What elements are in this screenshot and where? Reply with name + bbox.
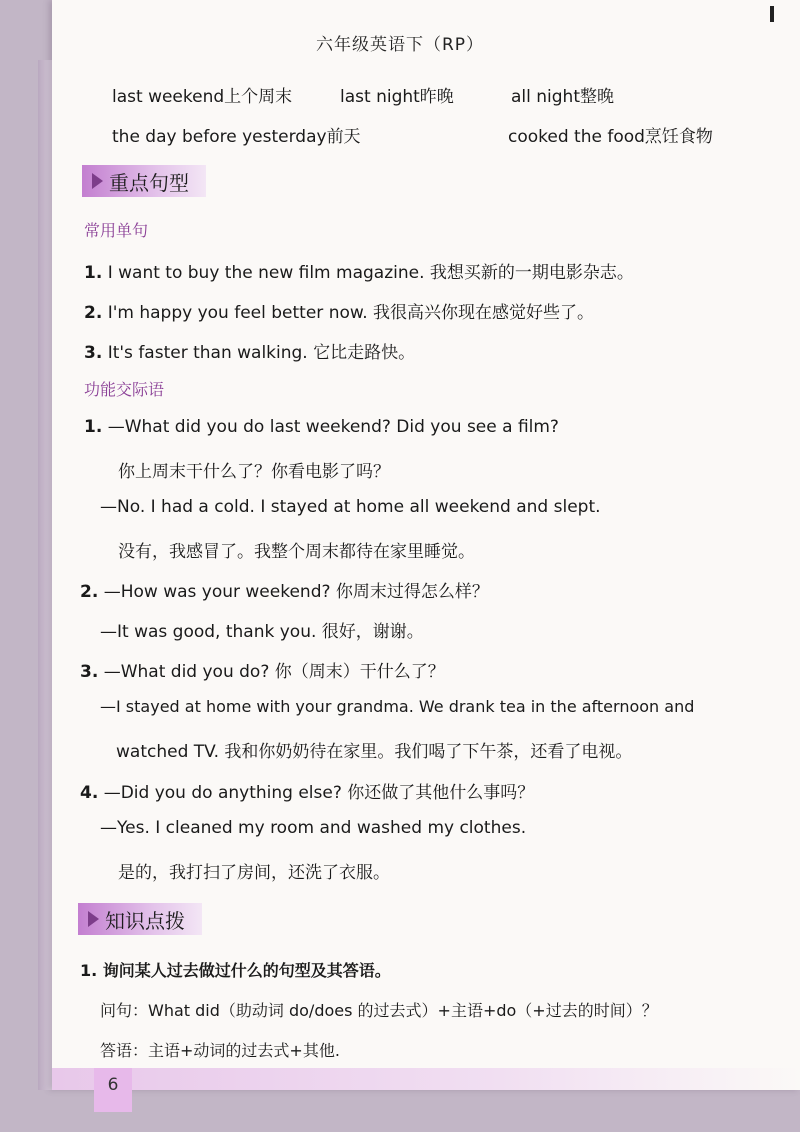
subheading-common-sentences: 常用单句 — [84, 221, 149, 240]
question-formula: 问句：What did（助动词 do/does 的过去式）+主语+do（+过去的时间）？ — [100, 1001, 658, 1020]
dialogue-line: —Yes. I cleaned my room and washed my clothes. — [100, 818, 527, 838]
dialogue-line: 1. —What did you do last weekend? Did you see a film? — [84, 417, 559, 437]
dialogue-line: 3. —What did you do? 你（周末）干什么了？ — [80, 662, 445, 682]
phrase-item — [340, 82, 454, 107]
sentence-line: 1. I want to buy the new film magazine. 我想买新的一期电影杂志。 — [84, 263, 634, 283]
page-number: 6 — [94, 1068, 132, 1112]
phrase-item — [511, 82, 614, 107]
phrase-en: all night — [511, 87, 580, 107]
phrase-zh: 烹饪食物 — [644, 127, 713, 147]
corner-mark — [770, 6, 774, 22]
phrase-item — [112, 122, 361, 147]
dialogue-translation: 是的，我打扫了房间，还洗了衣服。 — [118, 863, 390, 883]
triangle-bullet-icon — [92, 173, 103, 189]
page-header-title: 六年级英语下（RP） — [315, 35, 485, 55]
dialogue-line: —It was good, thank you. 很好，谢谢。 — [100, 622, 424, 642]
dialogue-line: —No. I had a cold. I stayed at home all weekend and slept. — [100, 497, 601, 517]
phrase-en: the day before yesterday — [112, 127, 327, 147]
phrase-zh: 上个周末 — [224, 87, 293, 107]
phrase-item — [508, 122, 713, 147]
phrase-en: cooked the food — [508, 127, 645, 147]
section-title: 知识点拨 — [105, 908, 185, 933]
phrase-en: last weekend — [112, 87, 225, 107]
section-title: 重点句型 — [109, 170, 189, 195]
section-banner-key-sentences — [82, 165, 206, 197]
dialogue-line: watched TV. 我和你奶奶待在家里。我们喝了下午茶，还看了电视。 — [116, 742, 633, 762]
dialogue-line: 4. —Did you do anything else? 你还做了其他什么事吗？ — [80, 783, 535, 803]
section-banner-knowledge — [78, 903, 202, 935]
book-spine-shadow — [38, 60, 52, 1090]
subheading-functional-phrases: 功能交际语 — [84, 380, 165, 399]
triangle-bullet-icon — [88, 911, 99, 927]
page-footer-strip — [52, 1068, 800, 1090]
sentence-line: 2. I'm happy you feel better now. 我很高兴你现在感觉好些了。 — [84, 303, 595, 323]
dialogue-translation: 没有，我感冒了。我整个周末都待在家里睡觉。 — [118, 542, 475, 562]
phrase-zh: 整晚 — [580, 87, 614, 107]
phrase-zh: 昨晚 — [419, 87, 454, 107]
phrase-en: last night — [340, 87, 420, 107]
sentence-line: 3. It's faster than walking. 它比走路快。 — [84, 343, 416, 363]
dialogue-translation: 你上周末干什么了？你看电影了吗？ — [118, 462, 390, 482]
answer-formula: 答语：主语+动词的过去式+其他. — [100, 1041, 340, 1060]
knowledge-point-title: 1. 询问某人过去做过什么的句型及其答语。 — [80, 961, 391, 980]
dialogue-line: —I stayed at home with your grandma. We drank tea in the afternoon and — [100, 697, 695, 716]
phrase-item — [112, 82, 292, 107]
phrase-zh: 前天 — [326, 127, 361, 147]
dialogue-line: 2. —How was your weekend? 你周末过得怎么样？ — [80, 582, 489, 602]
